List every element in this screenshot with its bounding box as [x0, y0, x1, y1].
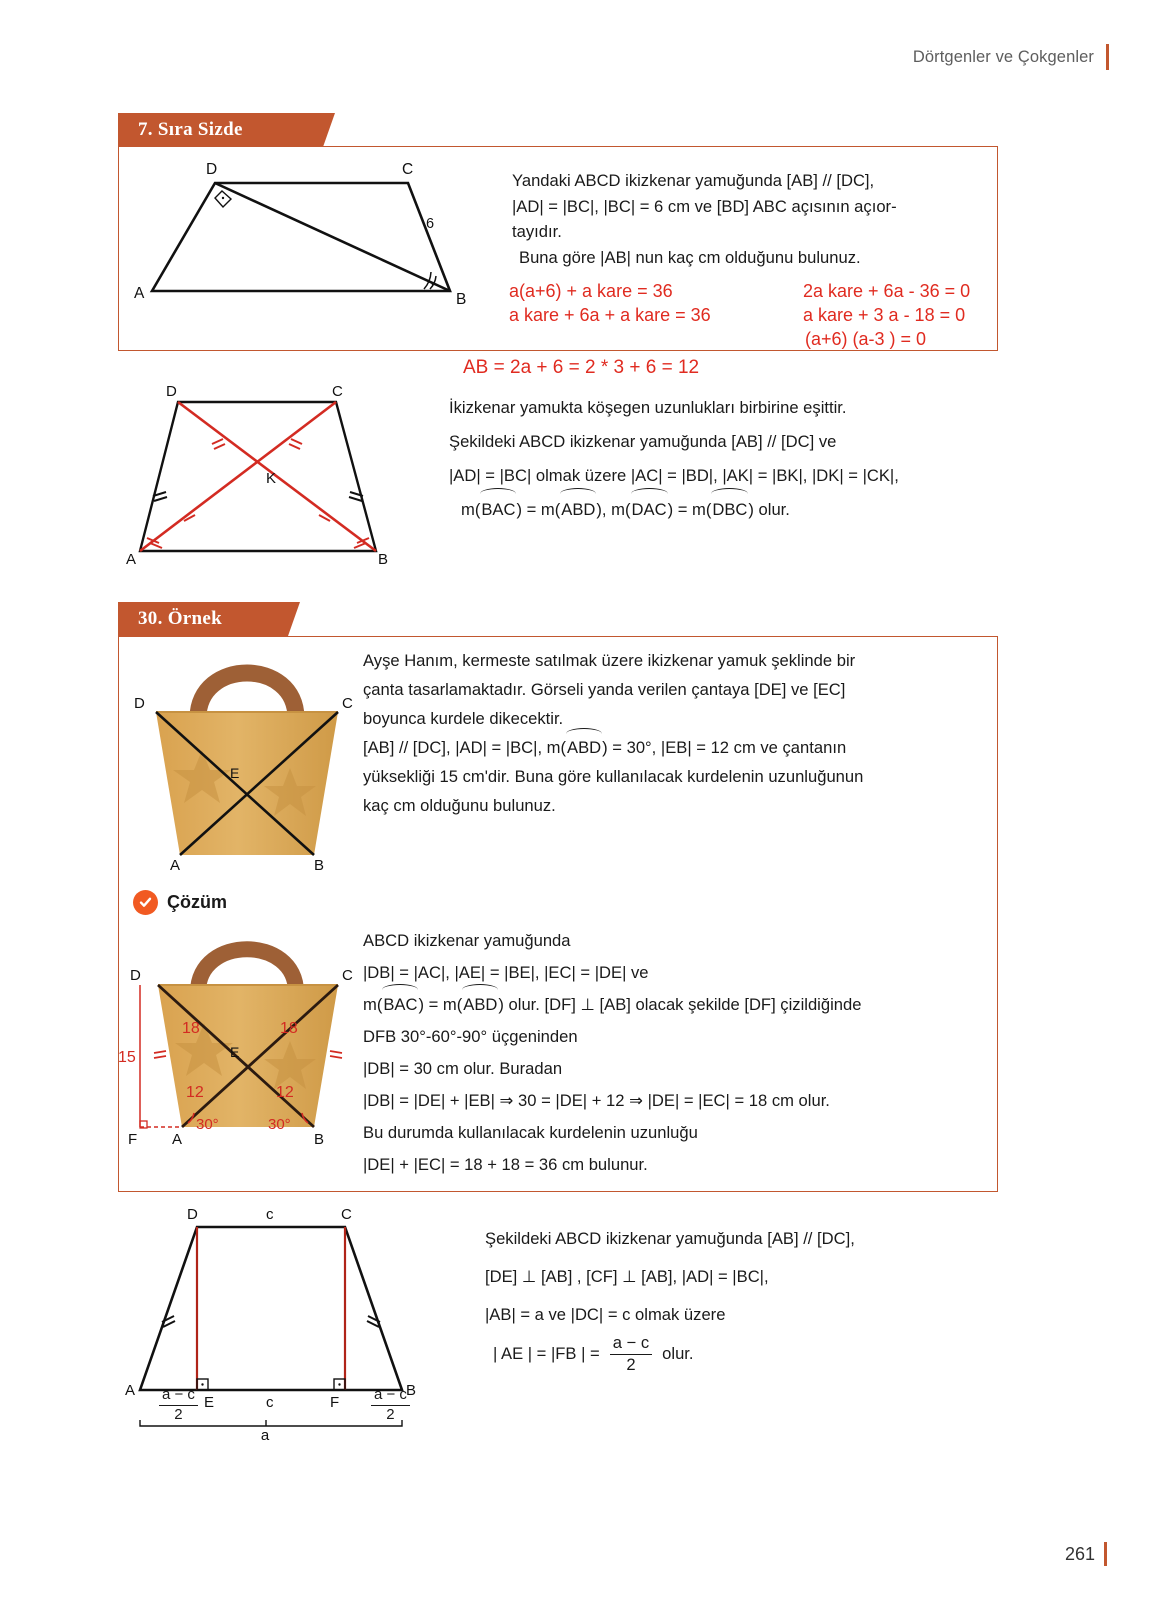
result-frac-den: 2: [626, 1354, 636, 1374]
solution-line-8: |DE| + |EC| = 18 + 18 = 36 cm bulunur.: [363, 1155, 648, 1174]
ornek-question-line-6: kaç cm olduğunu bulunuz.: [363, 796, 556, 815]
property2-line-2: [DE] ⊥ [AB] , [CF] ⊥ [AB], |AD| = |BC|,: [485, 1267, 769, 1286]
figure2-label-C: C: [332, 383, 343, 400]
figure2-label-K: K: [266, 470, 277, 487]
figure4-left-fraction: [156, 1387, 201, 1424]
figure4-label-E: E: [204, 1394, 215, 1411]
angle-bac-solution: BAC: [382, 989, 418, 1021]
ornek-question-line-5: yüksekliği 15 cm'dir. Buna göre kullanılacak kurdelenin uzunluğunun: [363, 767, 864, 786]
ornek-question-line-3: boyunca kurdele dikecektir.: [363, 709, 564, 728]
angle-prefix: m(: [461, 500, 481, 519]
result-fraction: [610, 1334, 652, 1374]
angle-mid-3: ) = m(: [667, 500, 712, 519]
angle-suffix: ) olur.: [748, 500, 790, 519]
check-circle-icon: [133, 890, 158, 915]
question-line-3: tayıdır.: [512, 222, 562, 241]
solution-header: [133, 890, 227, 915]
sira-sizde-question: [512, 168, 1012, 270]
figure2-label-B: B: [378, 551, 389, 568]
solution-line-4: DFB 30°-60°-90° üçgeninden: [363, 1027, 578, 1046]
solution-line-7: Bu durumda kullanılacak kurdelenin uzunluğu: [363, 1123, 698, 1142]
property1-text: [449, 391, 1014, 527]
figure4-label-B: B: [406, 1382, 417, 1399]
annotation-lower-right: 12: [276, 1084, 294, 1101]
figure1-label-D: D: [206, 161, 218, 178]
handwriting-right-line-1: 2a kare + 6a - 36 = 0: [803, 281, 971, 301]
property1-angle-line: [449, 493, 1014, 527]
figure4-label-F: F: [330, 1394, 340, 1411]
ornek-question-line-1: Ayşe Hanım, kermeste satılmak üzere ikizkenar yamuk şeklinde bir: [363, 651, 856, 670]
property2-text: [485, 1220, 1005, 1374]
sol-bag-label-B: B: [314, 1131, 325, 1148]
sol-bag-label-A: A: [172, 1131, 183, 1148]
figure4-label-A: A: [125, 1382, 136, 1399]
angle-abd-solution: ABD: [462, 989, 498, 1021]
figure1-side-length: 6: [426, 216, 435, 232]
result-frac-num: a − c: [610, 1334, 652, 1355]
figure4-mid-label: c: [266, 1394, 274, 1411]
sol-angle-mid: ) = m(: [418, 995, 463, 1014]
figure2-label-D: D: [166, 383, 177, 400]
property2-line-3: |AB| = a ve |DC| = c olmak üzere: [485, 1305, 726, 1324]
solution-line-2: |DB| = |AC|, |AE| = |BE|, |EC| = |DE| ve: [363, 963, 649, 982]
handwriting-result: AB = 2a + 6 = 2 * 3 + 6 = 12: [463, 357, 700, 378]
page-number: 261: [1064, 1543, 1095, 1564]
figure1-label-B: B: [456, 291, 467, 308]
angle-dac: DAC: [631, 493, 668, 527]
figure1-label-A: A: [134, 285, 145, 302]
ornek-question-line-2: çanta tasarlamaktadır. Görseli yanda verilen çantaya [DE] ve [EC]: [363, 680, 846, 699]
handwriting-right-line-3: (a+6) (a-3 ) = 0: [805, 329, 927, 349]
question-line-1: Yandaki ABCD ikizkenar yamuğunda [AB] // [DC],: [512, 171, 875, 190]
bag-label-A: A: [170, 857, 181, 874]
math-prefix: [AB] // [DC], |AD| = |BC|, m(: [363, 738, 567, 757]
figure-bag-solution: [118, 925, 368, 1150]
question-line-4: Buna göre |AB| nun kaç cm olduğunu bulunuz.: [519, 247, 861, 267]
section-tab-ornek: 30. Örnek: [118, 602, 288, 636]
property1-line-1: İkizkenar yamukta köşegen uzunlukları birbirine eşittir.: [449, 398, 847, 417]
solution-line-6: |DB| = |DE| + |EB| ⇒ 30 = |DE| + 12 ⇒ |DE| = |EC| = 18 cm olur.: [363, 1091, 830, 1110]
figure4-label-C: C: [341, 1206, 352, 1223]
result-prefix: | AE | = |FB | =: [493, 1344, 600, 1364]
annotation-angle-right: 30°: [268, 1116, 291, 1133]
angle-abd-question: ABD: [566, 733, 602, 762]
right-frac-den: 2: [386, 1405, 395, 1423]
figure4-base-label: a: [260, 1427, 270, 1444]
solution-label: Çözüm: [167, 892, 227, 912]
annotation-angle-left: 30°: [196, 1116, 219, 1133]
figure-bag-question: [128, 640, 368, 874]
running-header: [913, 44, 1109, 70]
angle-bac: BAC: [480, 493, 516, 527]
property1-line-3: |AD| = |BC| olmak üzere |AC| = |BD|, |AK| = |BK|, |DK| = |CK|,: [449, 466, 899, 485]
angle-abd: ABD: [560, 493, 596, 527]
figure4-right-fraction: [368, 1387, 413, 1424]
annotation-upper-left: 18: [182, 1020, 200, 1037]
handwriting-left-line-1: a(a+6) + a kare = 36: [509, 281, 673, 301]
chapter-title: Dörtgenler ve Çokgenler: [912, 47, 1094, 66]
figure4-top-label: c: [266, 1206, 274, 1223]
page-number-block: [1065, 1542, 1107, 1566]
bag-label-C: C: [342, 695, 353, 712]
figure1-label-C: C: [402, 161, 414, 178]
angle-dbc: DBC: [711, 493, 748, 527]
annotation-upper-right: 18: [280, 1020, 298, 1037]
result-suffix: olur.: [662, 1344, 694, 1364]
figure-trapezoid-diagonals: [126, 383, 416, 568]
solution-line-5: |DB| = 30 cm olur. Buradan: [363, 1059, 563, 1078]
math-suffix: ) = 30°, |EB| = 12 cm ve çantanın: [602, 738, 847, 757]
sol-angle-suffix: ) olur. [DF] ⊥ [AB] olacak şekilde [DF] çizildiğinde: [498, 995, 862, 1014]
ornek-question-math-line: [363, 733, 997, 762]
left-frac-den: 2: [174, 1405, 183, 1423]
property2-result-line: [485, 1334, 1005, 1374]
sol-bag-label-F: F: [128, 1131, 138, 1148]
solution-line-1: ABCD ikizkenar yamuğunda: [363, 931, 571, 950]
sol-bag-label-E: E: [230, 1044, 240, 1060]
section-tab-sira-sizde: 7. Sıra Sizde: [118, 113, 323, 147]
solution-angle-line: [363, 989, 1003, 1021]
sol-bag-label-C: C: [342, 967, 353, 984]
handwriting-left-line-2: a kare + 6a + a kare = 36: [509, 305, 711, 325]
bag-label-B: B: [314, 857, 325, 874]
question-line-2: |AD| = |BC|, |BC| = 6 cm ve [BD] ABC açısının açıor-: [512, 196, 897, 216]
sol-bag-label-D: D: [130, 967, 141, 984]
figure-trapezoid-bd: [130, 158, 490, 308]
property1-line-2: Şekildeki ABCD ikizkenar yamuğunda [AB] // [DC] ve: [449, 432, 837, 451]
ornek-question: [363, 646, 997, 820]
right-frac-num: a − c: [371, 1387, 410, 1406]
figure4-label-D: D: [187, 1206, 198, 1223]
bag-label-E: E: [230, 765, 240, 781]
header-accent-bar: [1106, 44, 1109, 70]
property2-line-1: Şekildeki ABCD ikizkenar yamuğunda [AB] // [DC],: [485, 1229, 855, 1248]
bag-label-D: D: [134, 695, 145, 712]
handwriting-right-line-2: a kare + 3 a - 18 = 0: [803, 305, 966, 325]
annotation-lower-left: 12: [186, 1084, 204, 1101]
annotation-height: 15: [118, 1049, 136, 1066]
solution-text: [363, 925, 1003, 1181]
left-frac-num: a − c: [159, 1387, 198, 1406]
page-number-accent-bar: [1104, 1542, 1107, 1566]
sol-angle-prefix: m(: [363, 995, 383, 1014]
angle-mid-2: ), m(: [596, 500, 631, 519]
angle-mid-1: ) = m(: [516, 500, 561, 519]
figure2-label-A: A: [126, 551, 137, 568]
